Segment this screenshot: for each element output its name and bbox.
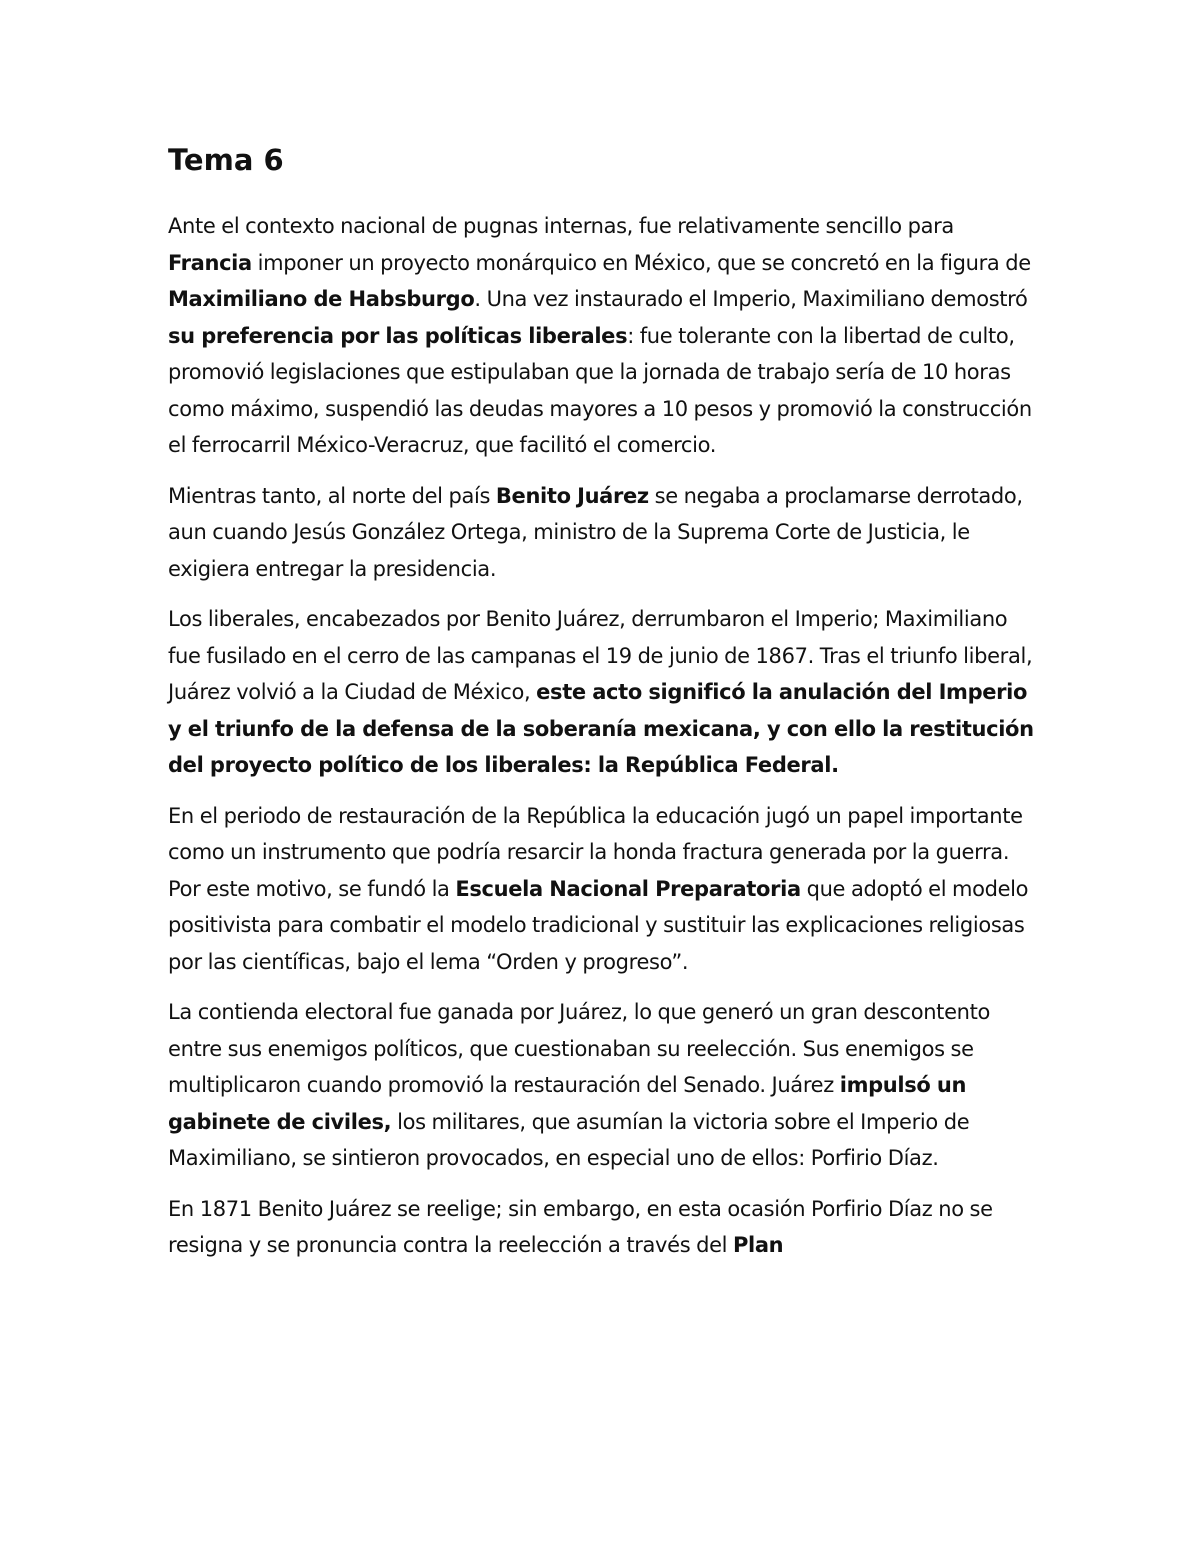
text-segment: Los liberales, encabezados por Benito Juárez, derrumbaron el Imperio; Maximiliano fue fusilado en el cerro de las campanas el 19 de junio de 1867. Tras el triunfo liberal, Juárez volvió a la Ciudad de México, (168, 607, 1033, 704)
bold-text: impulsó un gabinete de civiles, (168, 1073, 967, 1134)
text-segment: . Una vez instaurado el Imperio, Maximiliano demostró (474, 287, 1028, 311)
text-segment: : fue tolerante con la libertad de culto, promovió legislaciones que estipulaban que la jornada de trabajo sería de 10 horas como máximo, suspendió las deudas mayores a 10 pesos y promovió la construcción el ferrocarril México-Veracruz, que facilitó el comercio. (168, 323, 1032, 457)
text-segment: los militares, que asumían la victoria sobre el Imperio de Maximiliano, se sintieron provocados, en especial uno de ellos: Porfirio Díaz. (168, 1109, 970, 1170)
document-title: Tema 6 (168, 143, 284, 177)
bold-text: este acto significó la anulación del Imperio y el triunfo de la defensa de la soberanía mexicana, y con ello la restitución del proyecto político de los liberales: la República Federal. (168, 680, 1034, 777)
paragraph (168, 994, 1038, 1177)
text-segment: Mientras tanto, al norte del país (168, 483, 496, 508)
text-segment: En 1871 Benito Juárez se reelige; sin embargo, en esta ocasión Porfirio Díaz no se resigna y se pronuncia contra la reelección a través del (168, 1196, 993, 1257)
bold-text: Francia (168, 250, 252, 275)
text-segment: En el periodo de restauración de la República la educación jugó un papel importante como un instrumento que podría resarcir la honda fractura generada por la guerra. Por este motivo, se fundó la (168, 803, 1023, 901)
document-page (168, 140, 1038, 1278)
bold-text: su preferencia por las políticas liberales (168, 323, 628, 348)
text-segment: se negaba a proclamarse derrotado, aun cuando Jesús González Ortega, ministro de la Suprema Corte de Justicia, le exigiera entregar la presidencia. (168, 483, 1023, 581)
document-body (168, 208, 1038, 1264)
text-segment: Ante el contexto nacional de pugnas internas, fue relativamente sencillo para (168, 214, 954, 238)
bold-text: Escuela Nacional Preparatoria (455, 876, 801, 901)
paragraph (168, 1191, 1038, 1264)
text-segment: que adoptó el modelo positivista para combatir el modelo tradicional y sustituir las explicaciones religiosas por las científicas, bajo el lema “Orden y progreso”. (168, 876, 1029, 974)
text-segment: La contienda electoral fue ganada por Juárez, lo que generó un gran descontento entre sus enemigos políticos, que cuestionaban su reelección. Sus enemigos se multiplicaron cuando promovió la restauración del Senado. Juárez (168, 1000, 990, 1097)
paragraph (168, 798, 1038, 981)
bold-text: Plan (732, 1233, 784, 1257)
paragraph (168, 601, 1038, 784)
bold-text: Maximiliano de Habsburgo (168, 287, 475, 311)
bold-text: Benito Juárez (495, 483, 649, 508)
text-segment: imponer un proyecto monárquico en México, que se concretó en la figura de (251, 250, 1031, 275)
paragraph (168, 208, 1038, 464)
paragraph (168, 478, 1038, 588)
